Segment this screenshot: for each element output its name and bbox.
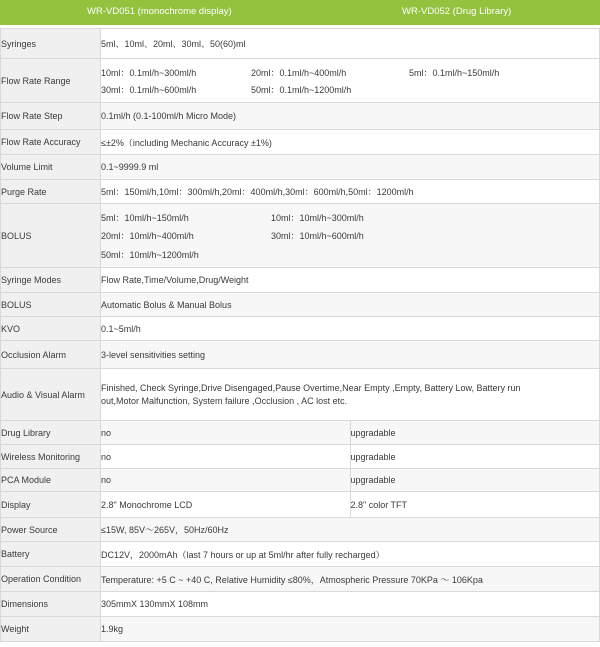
row-value: Automatic Bolus & Manual Bolus [101,293,600,317]
row-value [101,204,600,268]
flow-range-item: 30ml：0.1ml/h~600ml/h [101,84,197,95]
row-label: BOLUS [1,293,101,317]
row-label: Syringe Modes [1,268,101,293]
row-label: Flow Rate Step [1,103,101,130]
row-value: 5ml、10ml、20ml、30ml、50(60)ml [101,29,600,59]
table-row [1,469,600,492]
header-model-1: WR-VD051 (monochrome display) [87,6,232,17]
row-label: Power Source [1,518,101,542]
row-label: Volume Limit [1,155,101,180]
bolus-item: 10ml：10ml/h~300ml/h [271,212,364,223]
flow-range-item: 50ml：0.1ml/h~1200ml/h [251,84,352,95]
flow-range-item: 5ml：0.1ml/h~150ml/h [409,67,500,78]
table-row [1,103,600,130]
bolus-item: 5ml：10ml/h~150ml/h [101,212,189,223]
bolus-item: 30ml：10ml/h~600ml/h [271,230,364,241]
row-value-model-1: 2.8" Monochrome LCD [101,492,351,518]
row-label: Weight [1,617,101,642]
row-value: Temperature: +5 C ~ +40 C, Relative Humidity ≤80%，Atmospheric Pressure 70KPa ～ 106Kpa [101,567,600,592]
row-label: Battery [1,542,101,567]
row-label: Syringes [1,29,101,59]
table-row [1,592,600,617]
row-label: KVO [1,317,101,341]
row-value: ≤15W, 85V～265V，50Hz/60Hz [101,518,600,542]
table-row [1,59,600,103]
header-model-2: WR-VD052 (Drug Library) [402,6,512,17]
table-row [1,518,600,542]
row-value [101,369,600,421]
table-row [1,445,600,469]
row-value: 1.9kg [101,617,600,642]
table-row [1,542,600,567]
table-row [1,369,600,421]
row-label: Operation Condition [1,567,101,592]
row-value-model-2: upgradable [350,445,600,469]
row-value-model-2: upgradable [350,469,600,492]
table-row [1,29,600,59]
row-value [101,59,600,103]
table-row [1,268,600,293]
flow-range-item: 10ml：0.1ml/h~300ml/h [101,67,197,78]
row-label: Display [1,492,101,518]
table-row [1,130,600,155]
alarm-line-2: out,Motor Malfunction, System failure ,Occlusion , AC lost etc. [101,395,348,406]
table-row [1,293,600,317]
alarm-line-1: Finished, Check Syringe,Drive Disengaged,Pause Overtime,Near Empty ,Empty, Battery Low, Battery run [101,382,521,393]
row-label: Drug Library [1,421,101,445]
table-row [1,492,600,518]
row-value: 5ml：150ml/h,10ml：300ml/h,20ml：400ml/h,30ml：600ml/h,50ml：1200ml/h [101,180,600,204]
spec-table [0,28,600,642]
table-row [1,180,600,204]
row-value-model-2: upgradable [350,421,600,445]
row-value: 0.1~9999.9 ml [101,155,600,180]
row-value: 3-level sensitivities setting [101,341,600,369]
row-value: DC12V，2000mAh（last 7 hours or up at 5ml/hr after fully recharged） [101,542,600,567]
row-value-model-1: no [101,445,351,469]
row-label: Purge Rate [1,180,101,204]
table-row [1,341,600,369]
row-value-model-1: no [101,421,351,445]
row-label: Flow Rate Range [1,59,101,103]
table-header [0,0,600,25]
row-label: Flow Rate Accuracy [1,130,101,155]
row-label: BOLUS [1,204,101,268]
table-row [1,617,600,642]
table-row [1,204,600,268]
row-value: 0.1ml/h (0.1-100ml/h Micro Mode) [101,103,600,130]
bolus-item: 50ml：10ml/h~1200ml/h [101,249,199,260]
table-row [1,421,600,445]
table-row [1,567,600,592]
row-label: Audio & Visual Alarm [1,369,101,421]
row-value: Flow Rate,Time/Volume,Drug/Weight [101,268,600,293]
row-value: ≤±2%（including Mechanic Accuracy ±1%) [101,130,600,155]
row-value: 305mmX 130mmX 108mm [101,592,600,617]
table-row [1,317,600,341]
row-label: PCA Module [1,469,101,492]
row-value-model-1: no [101,469,351,492]
row-label: Occlusion Alarm [1,341,101,369]
row-value-model-2: 2.8" color TFT [350,492,600,518]
table-row [1,155,600,180]
row-label: Dimensions [1,592,101,617]
row-label: Wireless Monitoring [1,445,101,469]
flow-range-item: 20ml：0.1ml/h~400ml/h [251,67,347,78]
bolus-item: 20ml：10ml/h~400ml/h [101,230,194,241]
row-value: 0.1~5ml/h [101,317,600,341]
